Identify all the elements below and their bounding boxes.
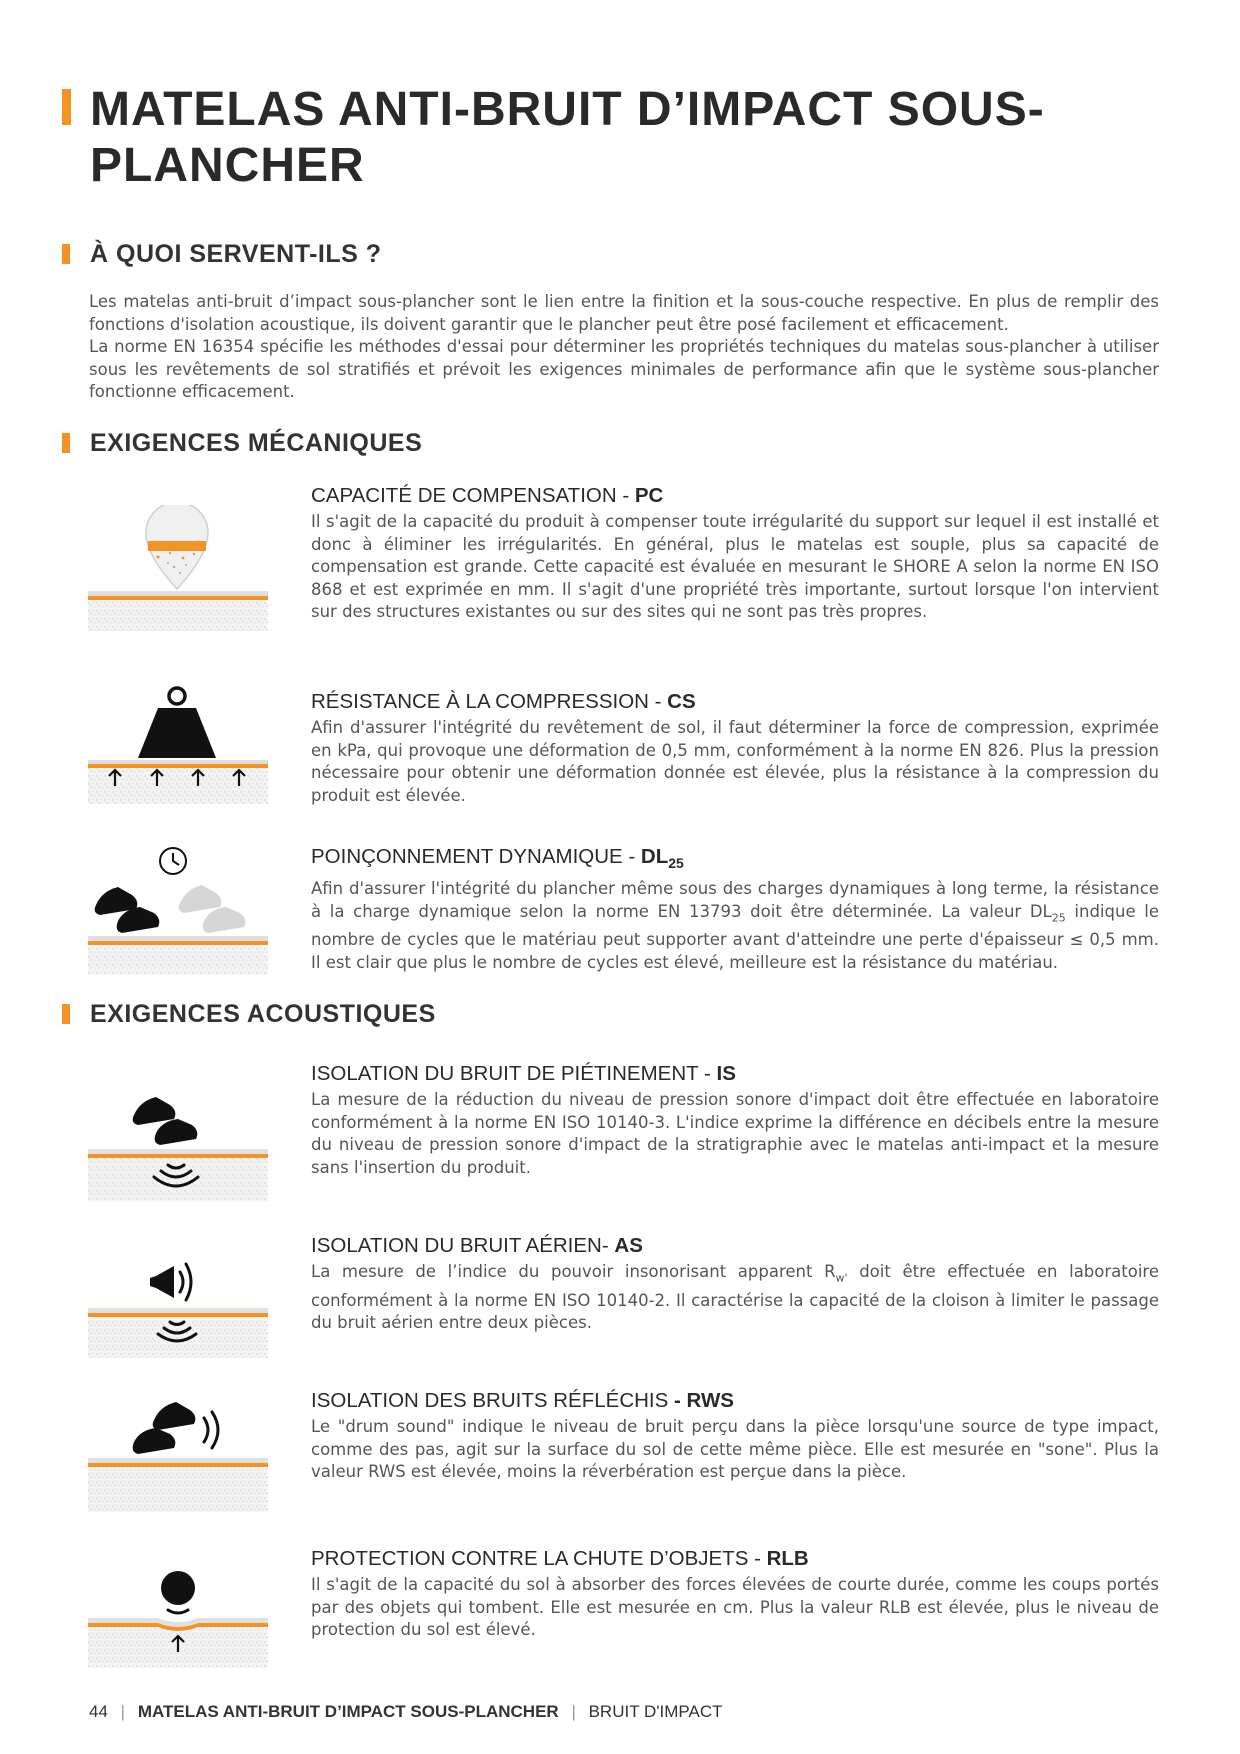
item-code: RLB — [766, 1547, 809, 1570]
item-title: RÉSISTANCE À LA COMPRESSION - — [311, 690, 668, 713]
item-code: IS — [716, 1062, 736, 1085]
item-code: CS — [667, 690, 696, 713]
item-dynamic-punching — [311, 845, 1159, 974]
section-heading-acoustic: EXIGENCES ACOUSTIQUES — [90, 1000, 436, 1028]
item-text: indique le nombre de cycles que le matériau peut supporter avant d'atteindre une perte d'épaisseur ≤ 0,5 mm. Il est clair que plus le nombre de cycles est élevé, meilleure est la résistance du matériau. — [311, 901, 1159, 972]
item-falling-object — [311, 1547, 1159, 1642]
item-title: ISOLATION DES BRUITS RÉFLÉCHIS — [311, 1389, 674, 1412]
item-airborne-noise — [311, 1234, 1159, 1335]
item-compression — [311, 690, 1159, 807]
falling-object-icon — [88, 1568, 268, 1668]
item-text: La mesure de la réduction du niveau de pression sonore d'impact doit être effectuée en laboratoire conformément à la norme EN ISO 10140-3. L'indice exprime la différence en décibels entre la mesure du niveau de pression sonore d'impact de la stratigraphie avec le matelas anti-impact et la mesure sans l'insertion du produit. — [311, 1090, 1159, 1177]
footer-category: BRUIT D'IMPACT — [588, 1702, 723, 1721]
item-text: doit être effectuée en laboratoire conformément à la norme EN ISO 10140-2. Il caractérise la capacité de la cloison à limiter le passage du bruit aérien entre deux pièces. — [311, 1262, 1159, 1333]
intro-text — [89, 291, 1159, 404]
item-text: Afin d'assurer l'intégrité du revêtement de sol, il faut déterminer la force de compression, exprimée en kPa, qui provoque une déformation de 0,5 mm, conformément à la norme EN 826. Plus la pression nécessaire pour obtenir une déformation donnée est élevée, plus la résistance à la compression du produit est élevée. — [311, 718, 1159, 805]
item-code: - RWS — [674, 1389, 734, 1412]
page-footer — [89, 1702, 723, 1722]
section-accent-bar — [62, 433, 70, 453]
item-code: DL — [640, 845, 669, 868]
item-text: Il s'agit de la capacité du produit à compenser toute irrégularité du support sur lequel il est installé et donc à éliminer les irrégularités. En général, plus le matelas est souple, plus sa capacité de compensation est grande. Cette capacité est évaluée en mesurant le SHORE A selon la norme EN ISO 868 et est exprimée en mm. Il s'agit d'une propriété très importante, surtout lorsque l'on intervient sur des structures existantes ou sur des sites qui ne sont pas très propres. — [311, 512, 1159, 621]
item-title: ISOLATION DU BRUIT AÉRIEN- — [311, 1234, 615, 1257]
item-title: POINÇONNEMENT DYNAMIQUE - — [311, 845, 641, 868]
compensation-icon — [88, 505, 268, 631]
impact-noise-icon — [88, 1093, 268, 1201]
dynamic-punching-icon — [88, 843, 268, 975]
footer-separator: | — [571, 1702, 576, 1721]
item-text: La mesure de l’indice du pouvoir insonorisant apparent R — [311, 1262, 836, 1281]
item-impact-noise — [311, 1062, 1159, 1179]
item-text: Afin d'assurer l'intégrité du plancher même sous des charges dynamiques à long terme, la résistance à la charge dynamique selon la norme EN 13793 doit être déterminée. La valeur DL — [311, 879, 1159, 921]
item-reflected-noise — [311, 1389, 1159, 1484]
item-code-subscript: 25 — [668, 855, 684, 872]
compression-weight-icon — [88, 686, 268, 804]
footer-document-title: MATELAS ANTI-BRUIT D’IMPACT SOUS-PLANCHER — [137, 1702, 559, 1721]
reflected-noise-icon — [88, 1400, 268, 1512]
section-accent-bar — [62, 1004, 70, 1024]
item-compensation — [311, 484, 1159, 624]
item-text: Le "drum sound" indique le niveau de bruit perçu dans la pièce lorsqu'une source de type impact, comme des pas, agit sur la surface du sol de cette même pièce. Elle est mesurée en "sone". Plus la valeur RWS est élevée, moins la réverbération est perçue dans la pièce. — [311, 1417, 1159, 1481]
section-heading-mechanical: EXIGENCES MÉCANIQUES — [90, 429, 423, 457]
page-number: 44 — [89, 1702, 108, 1721]
item-text-subscript: w' — [835, 1271, 848, 1285]
airborne-noise-icon — [88, 1248, 268, 1358]
item-text: Il s'agit de la capacité du sol à absorber des forces élevées de courte durée, comme les coups portés par des objets qui tombent. Elle est mesurée en cm. Plus la valeur RLB est élevée, plus le niveau de protection du sol est élevé. — [311, 1575, 1159, 1639]
item-code: AS — [614, 1234, 643, 1257]
page-title: MATELAS ANTI-BRUIT D’IMPACT SOUS-PLANCHER — [90, 83, 1045, 192]
intro-paragraph-1: Les matelas anti-bruit d’impact sous-plancher sont le lien entre la finition et la sous-couche respective. En plus de remplir des fonctions d'isolation acoustique, ils doivent garantir que le plancher peut être posé facilement et efficacement. — [89, 292, 1159, 334]
footer-separator: | — [120, 1702, 126, 1721]
intro-paragraph-2: La norme EN 16354 spécifie les méthodes d'essai pour déterminer les propriétés techniques du matelas sous-plancher à utiliser sous les revêtements de sol stratifiés et prévoit les exigences minimales de performance afin que le système sous-plancher fonctionne efficacement. — [89, 337, 1159, 401]
item-text-subscript: 25 — [1051, 910, 1066, 924]
title-accent-bar — [62, 89, 71, 125]
item-code: PC — [634, 484, 664, 507]
section-accent-bar — [62, 244, 70, 264]
item-title: CAPACITÉ DE COMPENSATION - — [311, 484, 635, 507]
section-heading-what: À QUOI SERVENT-ILS ? — [90, 240, 382, 268]
item-title: PROTECTION CONTRE LA CHUTE D’OBJETS - — [311, 1547, 767, 1570]
item-title: ISOLATION DU BRUIT DE PIÉTINEMENT - — [311, 1062, 717, 1085]
